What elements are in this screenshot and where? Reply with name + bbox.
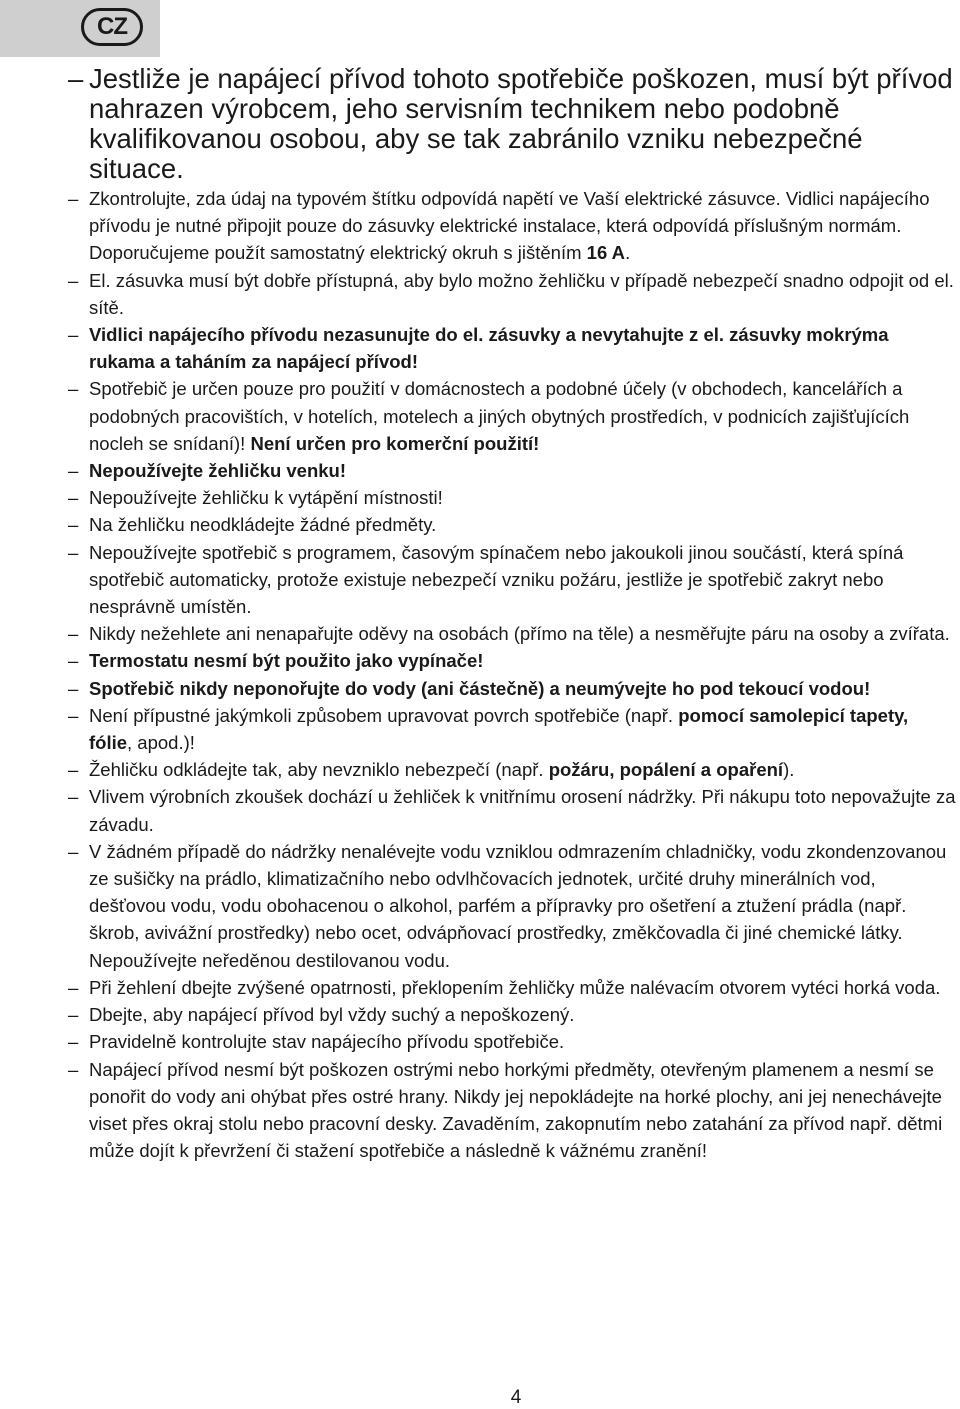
dash-bullet: – — [68, 541, 79, 563]
list-item: – Jestliže je napájecí přívod tohoto spotřebiče poškozen, musí být přívod nahrazen výrobcem, jeho servisním technikem nebo podobně kvalifikovanou osobou, aby se tak zabránilo vzniku nebezpečné situace. — [68, 63, 953, 184]
dash-bullet: – — [68, 487, 79, 509]
dash-bullet: – — [68, 1058, 79, 1080]
list-item: – Spotřebič nikdy neponořujte do vody (ani částečně) a neumývejte ho pod tekoucí vodou! — [68, 675, 956, 702]
bold-text: požáru, popálení a opaření — [548, 759, 784, 781]
dash-bullet: – — [68, 759, 79, 781]
list-item: – V žádném případě do nádržky nenalévejte vodu vzniklou odmrazením chladničky, vodu zkondenzovanou ze sušičky na prádlo, klimatizačního nebo odvlhčovacích jednotek, určité druhy minerálních vod, dešťovou vodu, vodu obohacenou o alkohol, parfém a přípravky pro ošetření a ztužení prádla (např. škrob, avivážní prostředky) nebo ocet, odvápňovací prostředky, změkčovadla či jiné chemické látky. Nepoužívejte neředěnou destilovanou vodu. — [68, 838, 956, 974]
list-item: – Žehličku odkládejte tak, aby nevzniklo nebezpečí (např. požáru, popálení a opaření). — [68, 756, 956, 783]
list-item: – Není přípustné jakýmkoli způsobem upravovat povrch spotřebiče (např. pomocí samolepicí tapety, fólie, apod.)! — [68, 702, 956, 756]
dash-bullet: – — [68, 188, 79, 209]
dash-bullet: – — [68, 786, 79, 808]
list-item: – Nepoužívejte spotřebič s programem, časovým spínačem nebo jakoukoli jinou součástí, která spíná spotřebič automaticky, protože existuje nebezpečí vzniku požáru, jestliže je spotřebič zakryt nebo nesprávně umístěn. — [68, 539, 956, 621]
safety-instructions-list — [68, 64, 956, 1164]
list-item: – Zkontrolujte, zda údaj na typovém štítku odpovídá napětí ve Vaší elektrické zásuvce. Vidlici napájecího přívodu je nutné připojit pouze do zásuvky elektrické instalace, která odpovídá příslušným normám. Doporučujeme použít samostatný elektrický okruh s jištěním 16 A. — [68, 185, 956, 267]
bold-text: Není určen pro komerční použití! — [250, 432, 540, 454]
list-item: – Na žehličku neodkládejte žádné předměty. — [68, 511, 956, 538]
dash-bullet: – — [68, 460, 79, 482]
dash-bullet: – — [68, 1004, 79, 1026]
dash-bullet: – — [68, 1031, 79, 1053]
dash-bullet: – — [68, 623, 79, 645]
list-item: – Vlivem výrobních zkoušek dochází u žehliček k vnitřnímu orosení nádržky. Při nákupu toto nepovažujte za závadu. — [68, 783, 956, 837]
dash-bullet: – — [68, 378, 79, 400]
dash-bullet: – — [68, 704, 79, 726]
dash-bullet: – — [68, 63, 84, 94]
bold-text: pomocí samolepicí tapety, fólie — [89, 704, 909, 754]
list-item: – Napájecí přívod nesmí být poškozen ostrými nebo horkými předměty, otevřeným plamenem a nesmí se ponořit do vody ani ohýbat přes ostré hrany. Nikdy jej nepokládejte na horké plochy, ani jej nenechávejte viset přes okraj stolu nebo pracovní desky. Zavaděním, zakopnutím nebo zatahání za přívod např. dětmi může dojít k převržení či stažení spotřebiče a následně k vážnému zranění! — [68, 1056, 956, 1165]
list-item: – Vidlici napájecího přívodu nezasunujte do el. zásuvky a nevytahujte z el. zásuvky mokrýma rukama a taháním za napájecí přívod! — [68, 321, 956, 375]
list-item: – Nepoužívejte žehličku venku! — [68, 457, 956, 484]
dash-bullet: – — [68, 677, 79, 699]
list-item: – El. zásuvka musí být dobře přístupná, aby bylo možno žehličku v případě nebezpečí snadno odpojit od el. sítě. — [68, 267, 956, 321]
dash-bullet: – — [68, 650, 79, 672]
dash-bullet: – — [68, 269, 79, 291]
page-number: 4 — [510, 1387, 522, 1408]
language-tab — [0, 0, 160, 57]
list-item: – Pravidelně kontrolujte stav napájecího přívodu spotřebiče. — [68, 1028, 956, 1055]
dash-bullet: – — [68, 514, 79, 536]
language-badge: CZ — [81, 8, 143, 46]
list-item: – Dbejte, aby napájecí přívod byl vždy suchý a nepoškozený. — [68, 1001, 956, 1028]
list-item: – Nikdy nežehlete ani nenapařujte oděvy na osobách (přímo na těle) a nesměřujte páru na osoby a zvířata. — [68, 620, 956, 647]
list-item: – Nepoužívejte žehličku k vytápění místnosti! — [68, 484, 956, 511]
dash-bullet: – — [68, 840, 79, 862]
bold-text: 16 A — [586, 242, 626, 264]
dash-bullet: – — [68, 324, 79, 346]
list-item: – Termostatu nesmí být použito jako vypínače! — [68, 647, 956, 674]
list-item: – Spotřebič je určen pouze pro použití v domácnostech a podobné účely (v obchodech, kancelářích a podobných pracovištích, v hotelích, motelech a jiných obytných prostředích, v podnicích zajišťujících nocleh se snídaní)! Není určen pro komerční použití! — [68, 375, 956, 457]
dash-bullet: – — [68, 976, 79, 998]
list-item: – Při žehlení dbejte zvýšené opatrnosti, překlopením žehličky může nalévacím otvorem vytéci horká voda. — [68, 974, 956, 1001]
